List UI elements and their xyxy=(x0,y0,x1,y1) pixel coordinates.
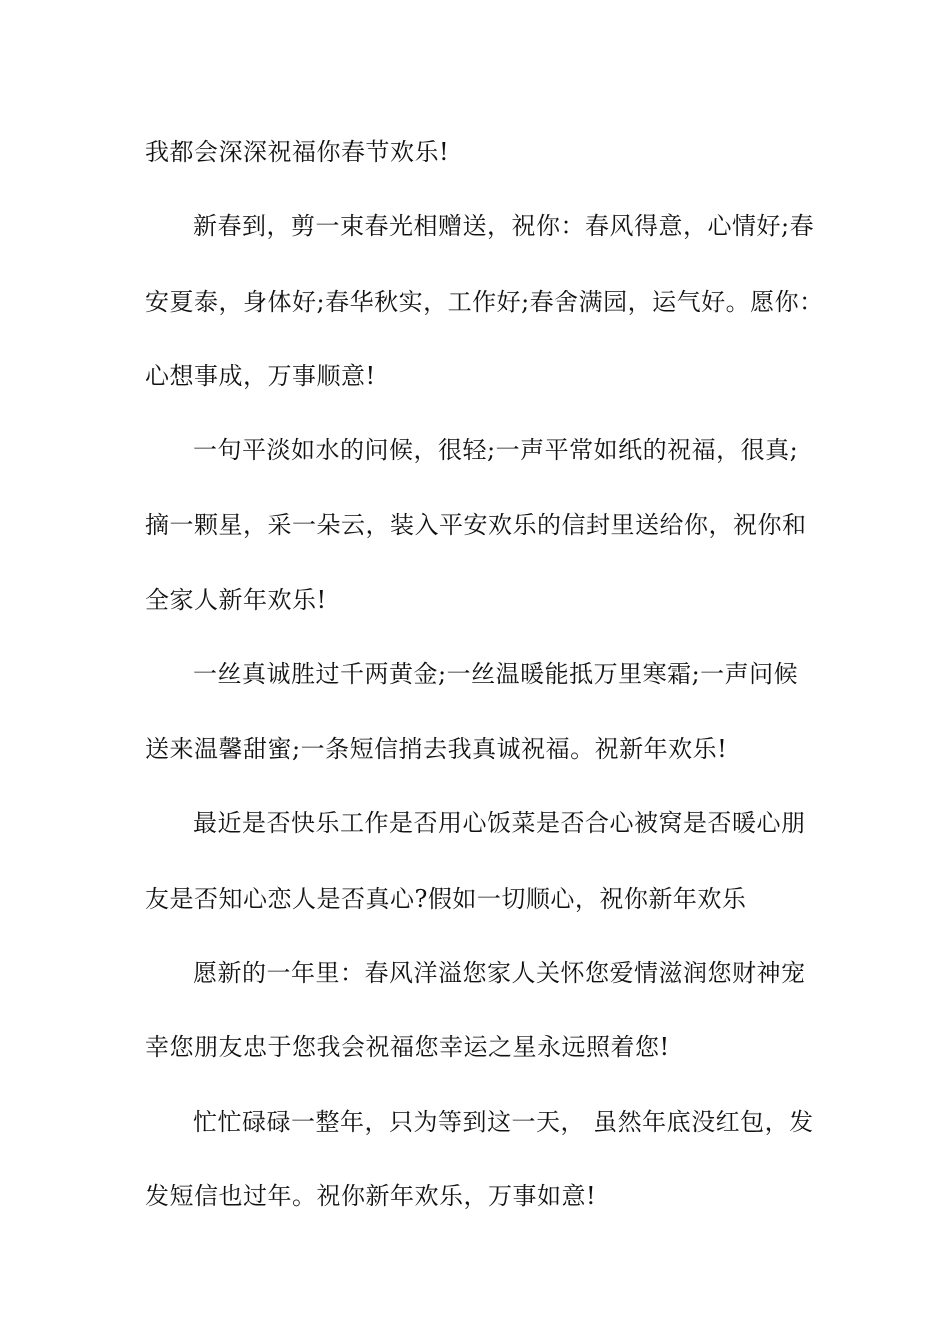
text-line: 忙忙碌碌一整年，只为等到这一天， 虽然年底没红包，发 xyxy=(193,1108,814,1136)
text-line: 最近是否快乐工作是否用心饭菜是否合心被窝是否暖心朋 xyxy=(193,809,806,837)
text-line: 一丝真诚胜过千两黄金;一丝温暖能抵万里寒霜;一声问候 xyxy=(193,660,799,688)
text-line: 安夏泰，身体好;春华秋实，工作好;春舍满园，运气好。愿你： xyxy=(145,288,824,316)
text-line: 一句平淡如水的问候，很轻;一声平常如纸的祝福，很真; xyxy=(193,436,799,464)
text-line: 新春到，剪一束春光相赠送，祝你：春风得意，心情好;春 xyxy=(193,212,815,240)
text-line: 摘一颗星，采一朵云，装入平安欢乐的信封里送给你，祝你和 xyxy=(145,511,807,539)
text-line: 送来温馨甜蜜;一条短信捎去我真诚祝福。祝新年欢乐! xyxy=(145,735,728,763)
text-line: 友是否知心恋人是否真心?假如一切顺心，祝你新年欢乐 xyxy=(145,885,747,913)
text-line: 发短信也过年。祝你新年欢乐，万事如意! xyxy=(145,1182,597,1210)
text-line: 我都会深深祝福你春节欢乐! xyxy=(145,138,450,166)
text-line: 幸您朋友忠于您我会祝福您幸运之星永远照着您! xyxy=(145,1033,670,1061)
text-line: 心想事成，万事顺意! xyxy=(145,362,376,390)
text-line: 全家人新年欢乐! xyxy=(145,586,327,614)
text-line: 愿新的一年里：春风洋溢您家人关怀您爱情滋润您财神宠 xyxy=(193,959,806,987)
